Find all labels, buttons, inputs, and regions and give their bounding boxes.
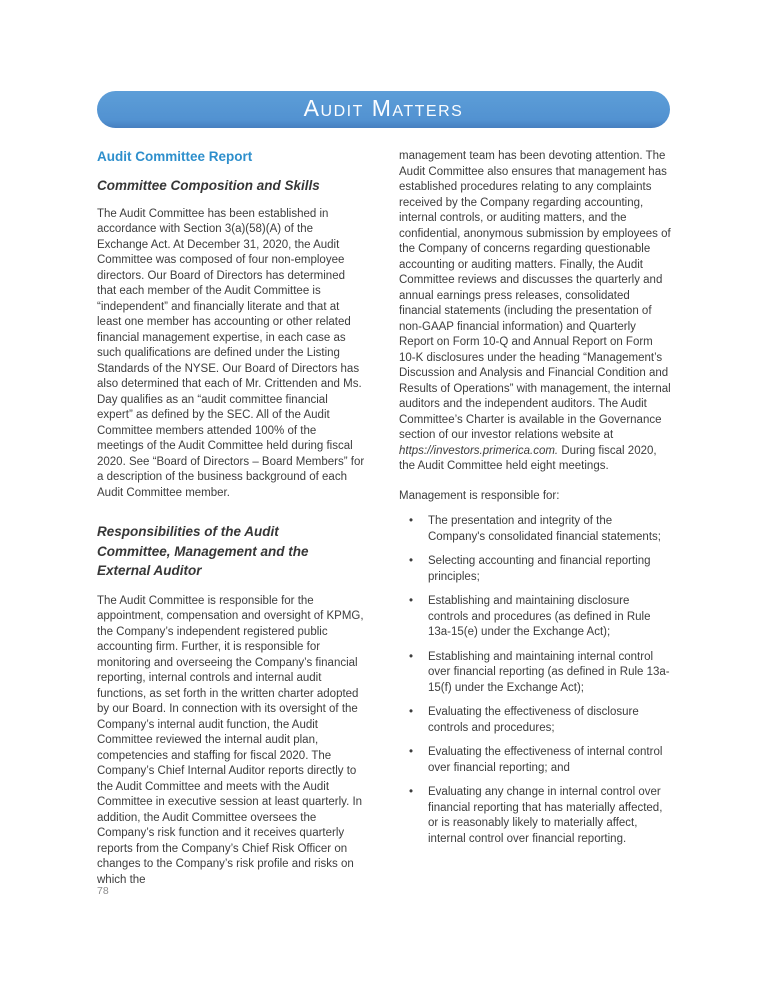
list-item <box>399 705 671 736</box>
bullet-icon: • <box>409 515 414 527</box>
bullet-item-text: Establishing and maintaining internal control over financial reporting (as defined in Rule 13a-15(f) under the Exchange Act); <box>428 650 670 694</box>
bullet-icon: • <box>409 706 414 718</box>
right-column <box>399 149 671 888</box>
bullet-item-text: Evaluating the effectiveness of disclosure controls and procedures; <box>428 706 639 734</box>
two-column-layout <box>97 149 671 888</box>
bullet-icon: • <box>409 595 414 607</box>
bullet-icon: • <box>409 746 414 758</box>
bullet-item-text: The presentation and integrity of the Company's consolidated financial statements; <box>428 515 661 543</box>
bullet-icon: • <box>409 555 414 567</box>
section-banner-title: Audit Matters <box>303 95 464 121</box>
bullet-item-text: Evaluating the effectiveness of internal control over financial reporting; and <box>428 746 663 774</box>
list-item <box>399 554 671 585</box>
list-item <box>399 594 671 641</box>
body-paragraph: The Audit Committee is responsible for the appointment, compensation and oversight of KPMG, the Company’s independent registered public accounting firm. Further, it is responsible for monitoring and overseeing the Company’s financial reporting, internal controls and internal audit functions, as set forth in the written charter adopted by our Board. In connection with its oversight of the Company’s internal audit function, the Audit Committee reviewed the internal audit plan, competencies and staffing for fiscal 2020. The Company’s Chief Internal Auditor reports directly to the Audit Committee and meets with the Audit Committee in executive session at least quarterly. In addition, the Audit Committee oversees the Company’s risk function and it receives quarterly reports from the Company’s Chief Risk Officer on changes to the Company’s risk profile and risks on which the <box>97 594 364 886</box>
management-responsible-line: Management is responsible for: <box>399 489 560 502</box>
body-paragraph <box>399 149 671 475</box>
body-paragraph: The Audit Committee has been established in accordance with Section 3(a)(58)(A) of the Exchange Act. At December 31, 2020, the Audit Committee was composed of four non-employee directors. Our Board of Directors has determined that each member of the Audit Committee is “independent” and financially literate and that at least one member has accounting or other related financial management expertise, in each case as such qualifications are defined under the Listing Standards of the NYSE. Our Board of Directors has also determined that each of Mr. Crittenden and Ms. Day qualifies as an “audit committee financial expert” as defined by the SEC. All of the Audit Committee members attended 100% of the meetings of the Audit Committee held during fiscal 2020. See “Board of Directors – Board Members” for a description of the business background of each Audit Committee member. <box>97 207 365 499</box>
section-banner <box>97 91 670 128</box>
list-item <box>399 650 671 697</box>
paragraph-text: During fiscal 2020, the Audit Committee held eight meetings. <box>399 444 657 472</box>
bullet-item-text: Evaluating any change in internal control over financial reporting that has materially affected, or is reasonably likely to materially affect, internal control over financial reporting. <box>428 786 663 845</box>
audit-committee-report-heading: Audit Committee Report <box>97 149 253 164</box>
bullet-item-text: Selecting accounting and financial reporting principles; <box>428 555 651 583</box>
bullet-icon: • <box>409 650 414 663</box>
left-column <box>97 149 365 888</box>
bullet-item-text: Establishing and maintaining disclosure controls and procedures (as defined in Rule 13a-15(e) under the Exchange Act); <box>428 595 651 638</box>
committee-composition-heading: Committee Composition and Skills <box>97 178 320 194</box>
list-item <box>399 745 671 776</box>
investor-relations-link[interactable]: https://investors.primerica.com. <box>399 444 559 457</box>
bullet-icon: • <box>409 786 414 798</box>
list-item <box>399 785 671 847</box>
responsibilities-bullet-list <box>399 514 671 847</box>
paragraph-text: management team has been devoting attention. The Audit Committee also ensures that management has established procedures relating to any complaints received by the Company regarding accounting, internal controls, or auditing matters, and the confidential, anonymous submission by employees of the Company of concerns regarding questionable accounting or auditing matters. Finally, the Audit Committee reviews and discusses the quarterly and annual earnings press releases, consolidated financial statements (including the presentation of non-GAAP financial information) and Quarterly Report on Form 10-Q and Annual Report on Form 10-K disclosures under the heading “Management’s Discussion and Analysis and Financial Condition and Results of Operations” with management, the internal auditors and the independent auditors. The Audit Committee’s Charter is available in the Governance section of our investor relations website at <box>399 150 671 441</box>
list-item <box>399 514 671 545</box>
responsibilities-heading: Responsibilities of the Audit Committee, Management and the External Auditor <box>97 524 309 579</box>
page-number: 78 <box>97 885 109 897</box>
